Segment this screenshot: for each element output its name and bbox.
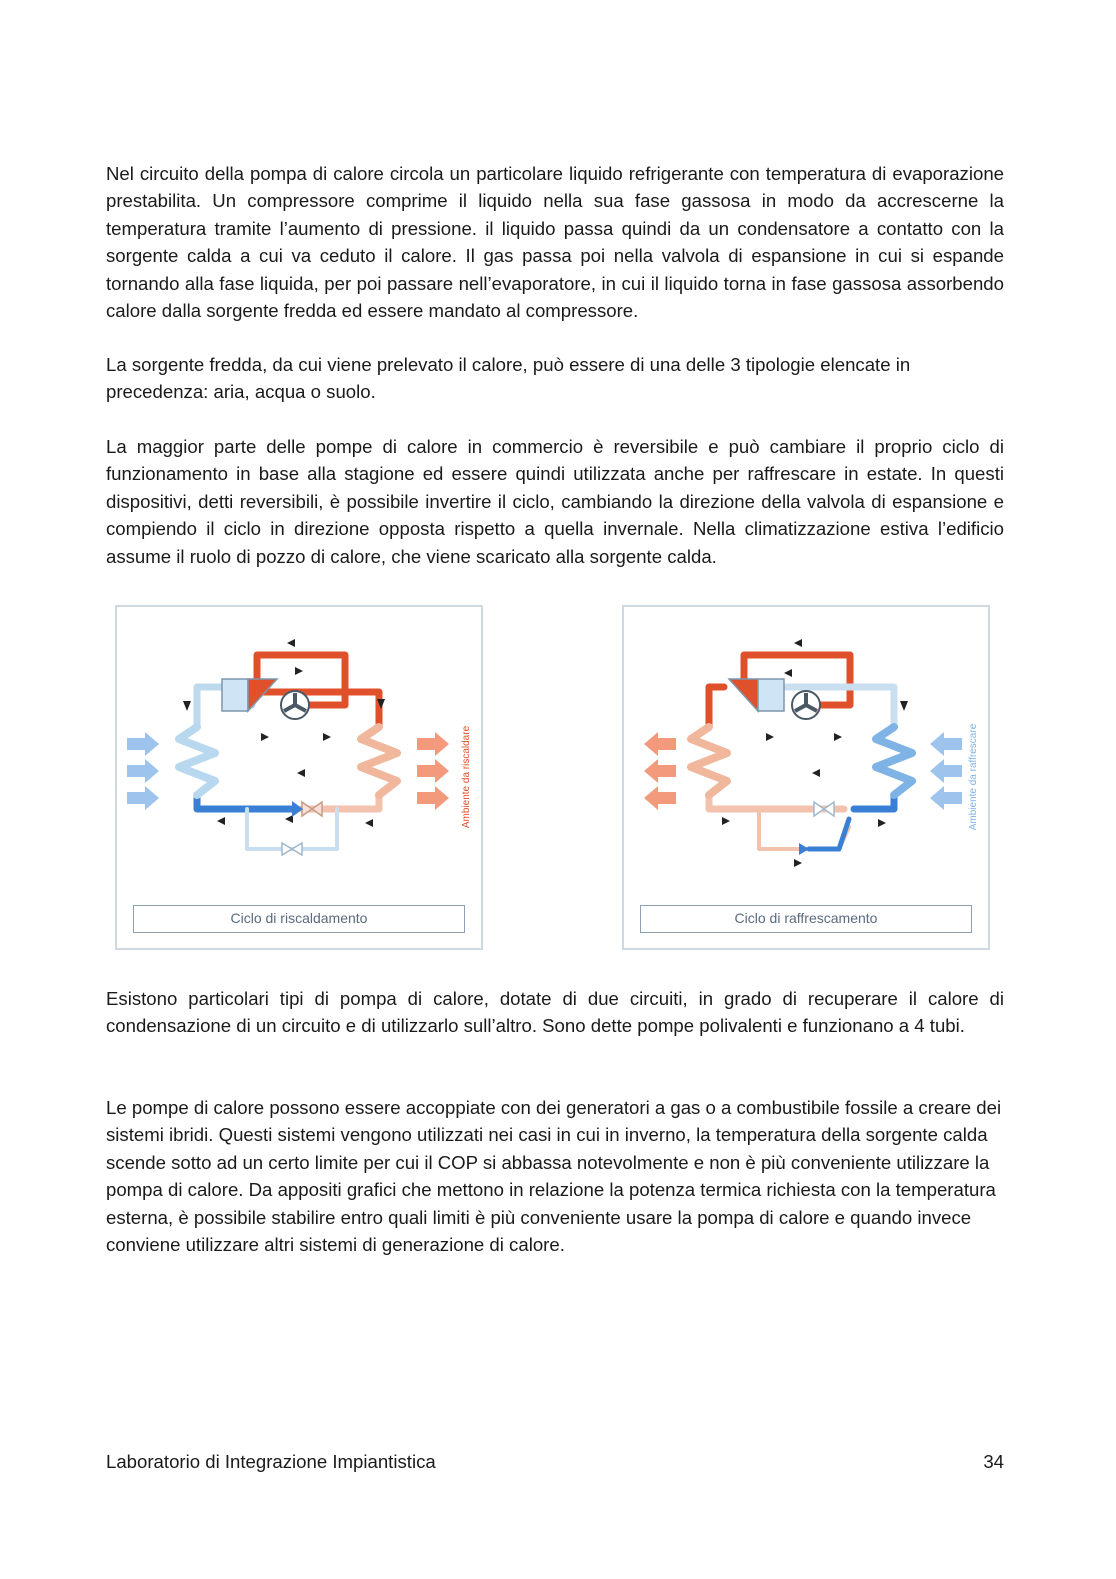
cooling-cycle-caption: Ciclo di raffrescamento (640, 905, 972, 933)
paragraph-polyvalent-pumps: Esistono particolari tipi di pompa di calore, dotate di due circuiti, in grado di recuperare il calore di condensazione di un circuito e di utilizzarlo sull’altro. Sono dette pompe polivalenti e funzionano a 4 tubi. (106, 988, 1004, 1037)
page-number: 34 (983, 1451, 1004, 1472)
heating-cycle-figure (115, 605, 483, 950)
paragraph-cold-source: La sorgente fredda, da cui viene prelevato il calore, può essere di una delle 3 tipologie elencate in precedenza: aria, acqua o suolo. (106, 354, 911, 403)
heating-cycle-diagram (117, 607, 481, 948)
paragraph-hybrid-systems: Le pompe di calore possono essere accoppiate con dei generatori a gas o a combustibile fossile a creare dei sistemi ibridi. Questi sistemi vengono utilizzati nei casi in cui in inverno, la temperatura della sorgente calda scende sotto ad un certo limite per cui il COP si abbassa notevolmente e non è più conveniente utilizzare la pompa di calore. Da appositi grafici che mettono in relazione la potenza termica richiesta con la temperatura esterna, è possibile stabilire entro quali limiti è più conveniente usare la pompa di calore e quando invece conviene utilizzare altri sistemi di generazione di calore. (106, 1097, 1002, 1256)
paragraph-reversible-pumps: La maggior parte delle pompe di calore in commercio è reversibile e può cambiare il proprio ciclo di funzionamento in base alla stagione ed essere quindi utilizzata anche per raffrescare in estate. In questi dispositivi, detti reversibili, è possibile invertire il ciclo, cambiando la direzione della valvola di espansione e compiendo il ciclo in direzione opposta rispetto a quella invernale. Nella climatizzazione estiva l’edificio assume il ruolo di pozzo di calore, che viene scaricato alla sorgente calda. (106, 436, 1004, 567)
heating-cycle-caption: Ciclo di riscaldamento (133, 905, 465, 933)
cooling-cycle-diagram (624, 607, 988, 948)
heating-side-label: Ambiente da riscaldare (461, 725, 472, 829)
footer-title: Laboratorio di Integrazione Impiantistica (106, 1451, 436, 1472)
cooling-side-label: Ambiente da raffrescare (968, 723, 979, 831)
cooling-cycle-figure (622, 605, 990, 950)
paragraph-heat-pump-circuit: Nel circuito della pompa di calore circola un particolare liquido refrigerante con temperatura di evaporazione prestabilita. Un compressore comprime il liquido nella sua fase gassosa in modo da accrescerne la temperatura tramite l’aumento di pressione. il liquido passa quindi da un condensatore a contatto con la sorgente calda a cui va ceduto il calore. Il gas passa poi nella valvola di espansione in cui si espande tornando alla fase liquida, per poi passare nell’evaporatore, in cui il liquido torna in fase gassosa assorbendo calore dalla sorgente fredda ed essere mandato al compressore. (106, 163, 1004, 322)
